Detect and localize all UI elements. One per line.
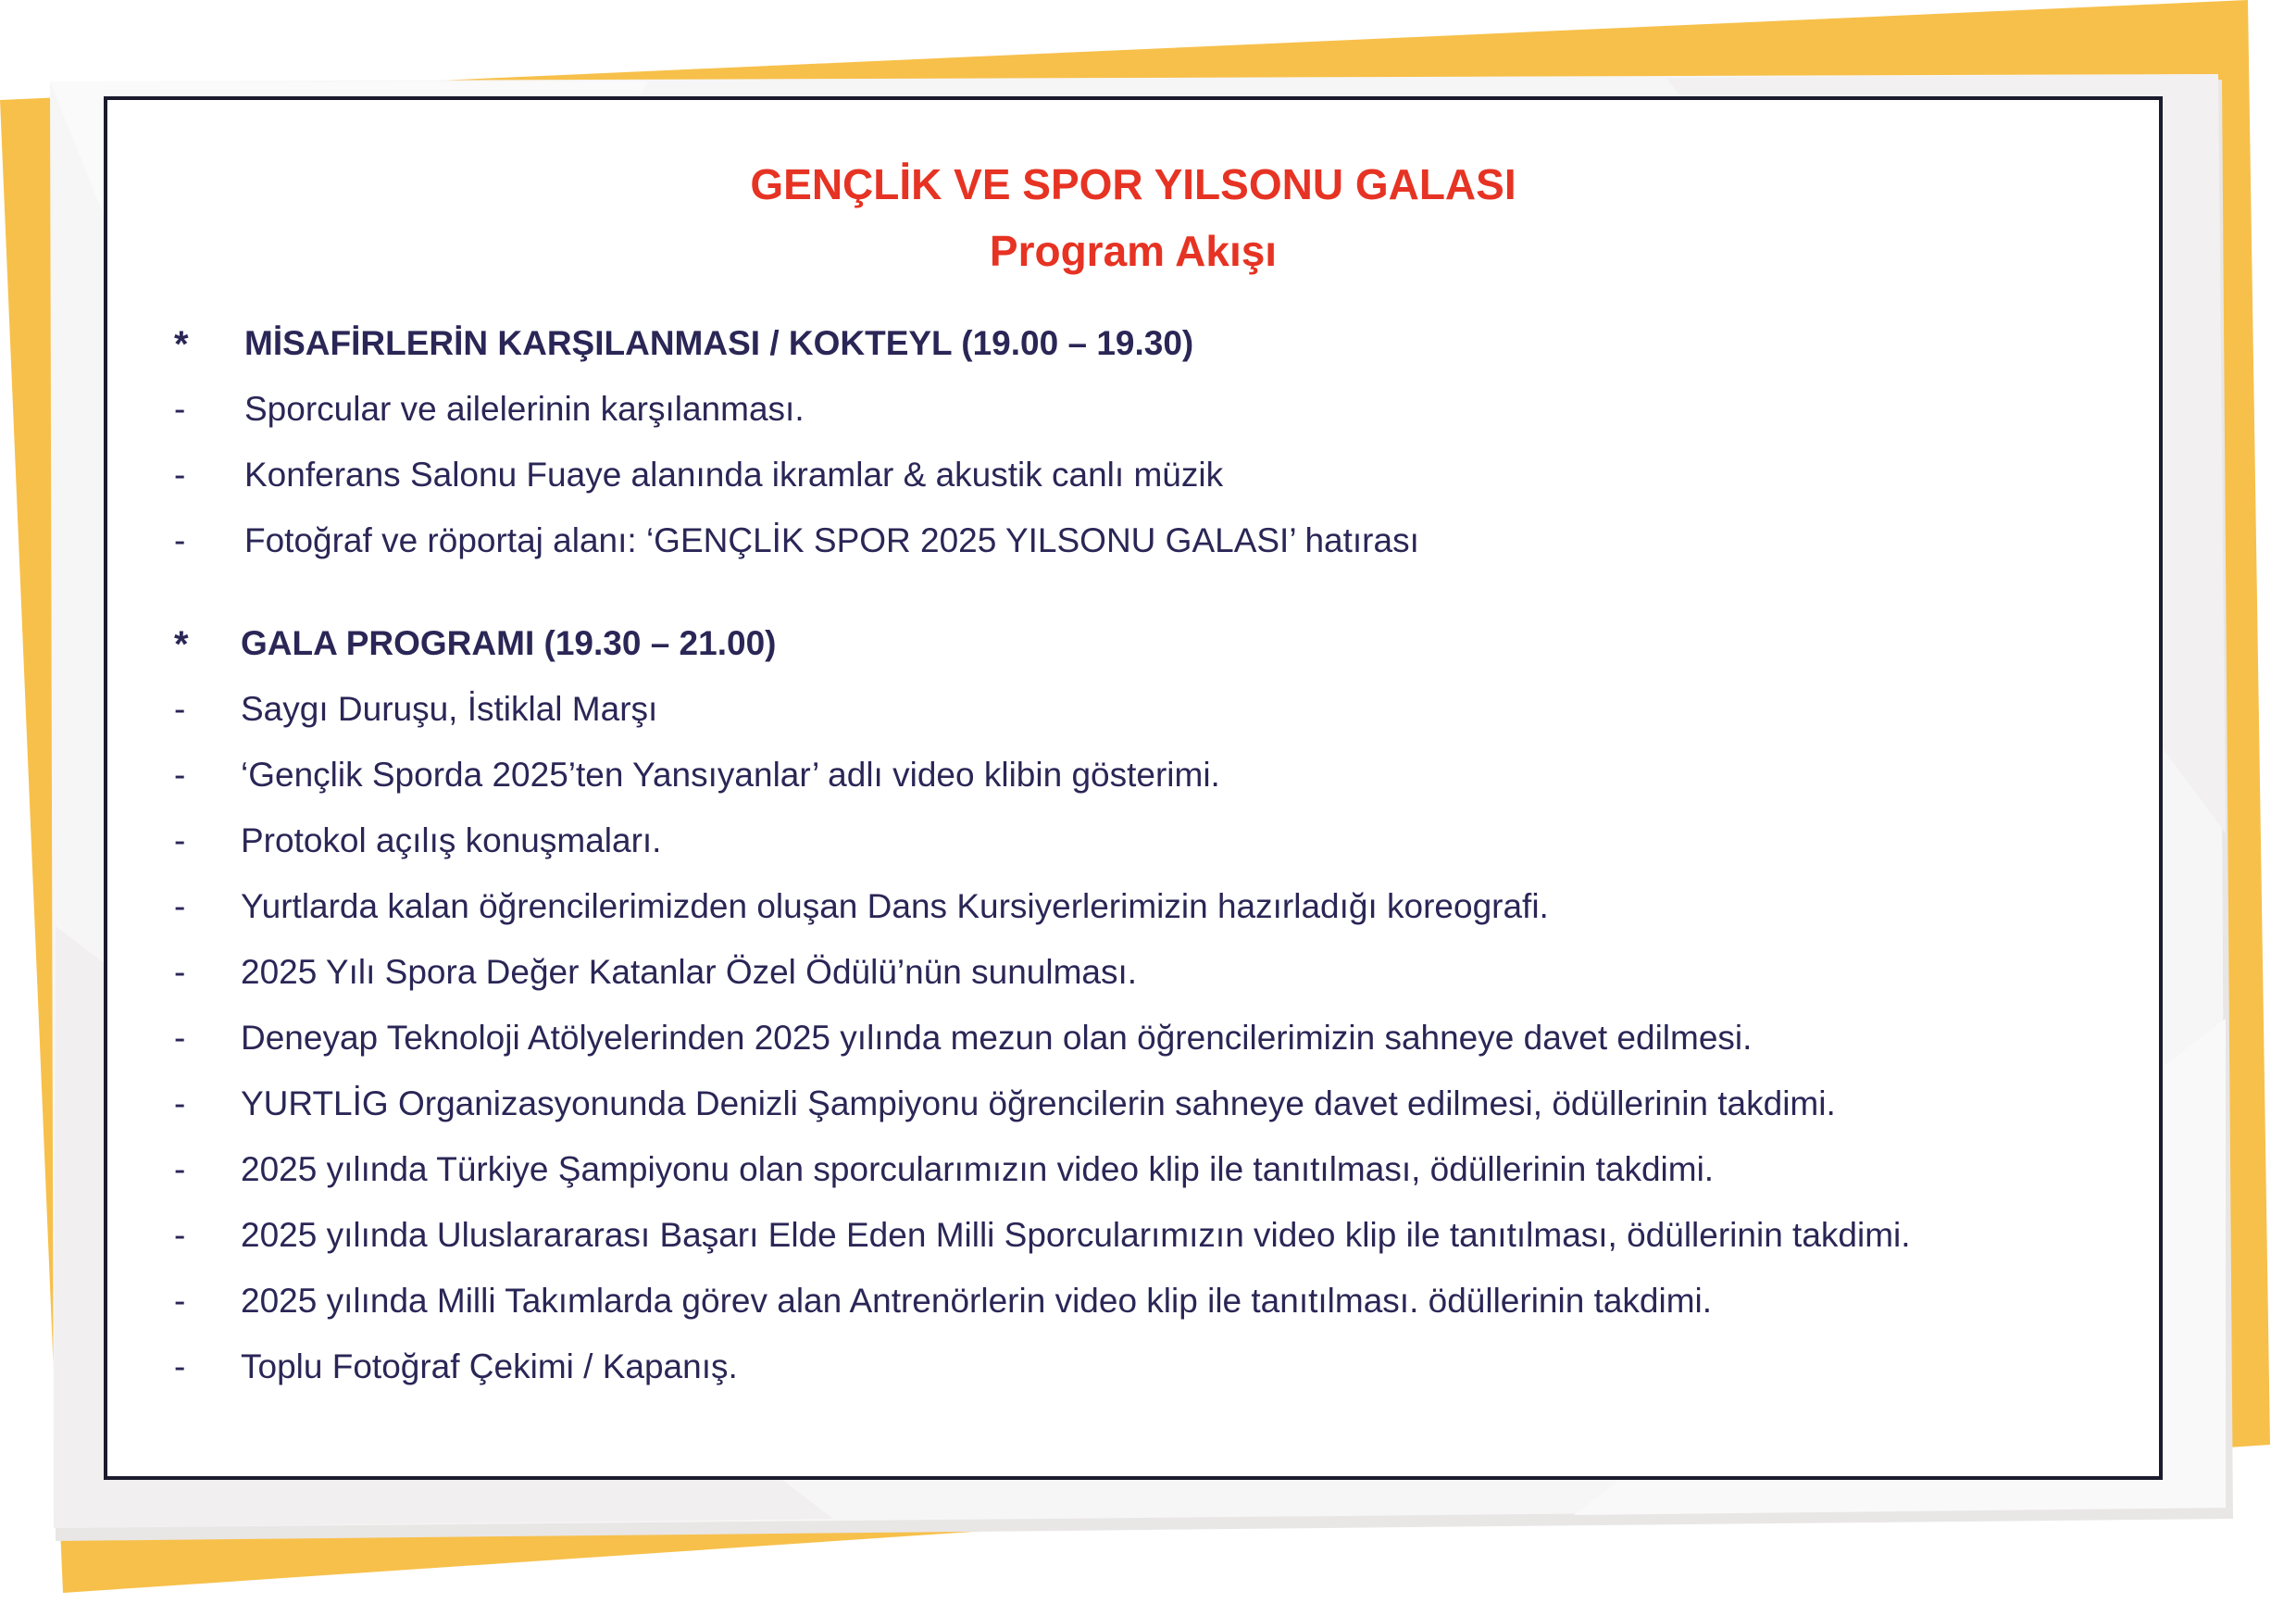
list-item-text: Toplu Fotoğraf Çekimi / Kapanış. (241, 1347, 738, 1385)
page-title: GENÇLİK VE SPOR YILSONU GALASI (750, 160, 1516, 208)
bullet-dash: - (174, 456, 186, 494)
list-item-text: 2025 yılında Milli Takımlarda görev alan Antrenörlerin video klip ile tanıtılması. ödüllerinin takdimi. (241, 1282, 1713, 1320)
list-item-text: Fotoğraf ve röportaj alanı: ‘GENÇLİK SPOR 2025 YILSONU GALASI’ hatırası (244, 521, 1419, 559)
list-item-text: ‘Gençlik Sporda 2025’ten Yansıyanlar’ adlı video klibin gösterimi. (241, 756, 1220, 794)
list-item-text: Yurtlarda kalan öğrencilerimizden oluşan Dans Kursiyerlerimizin hazırladığı koreografi. (241, 887, 1549, 925)
bullet-asterisk: * (174, 624, 189, 665)
bullet-dash: - (174, 521, 186, 559)
bullet-dash: - (174, 821, 186, 859)
bullet-dash: - (174, 953, 186, 991)
list-item-text: 2025 Yılı Spora Değer Katanlar Özel Ödülü’nün sunulması. (241, 953, 1138, 991)
list-item-text: Konferans Salonu Fuaye alanında ikramlar & akustik canlı müzik (244, 456, 1224, 494)
list-item-text: Deneyap Teknoloji Atölyelerinden 2025 yılında mezun olan öğrencilerimizin sahneye davet edilmesi. (241, 1019, 1753, 1057)
list-item-text: 2025 yılında Uluslarararası Başarı Elde Eden Milli Sporcularımızın video klip ile tanıtılması, ödüllerinin takdimi. (241, 1216, 1911, 1254)
list-item-text: Saygı Duruşu, İstiklal Marşı (241, 690, 658, 728)
bullet-dash: - (174, 1216, 186, 1254)
list-item-text: Protokol açılış konuşmaları. (241, 821, 662, 859)
list-item-text: 2025 yılında Türkiye Şampiyonu olan sporcularımızın video klip ile tanıtılması, ödüllerinin takdimi. (241, 1150, 1715, 1188)
bullet-dash: - (174, 1282, 186, 1320)
bullet-dash: - (174, 1084, 186, 1122)
program-card (104, 96, 2163, 1480)
list-item-text: Sporcular ve ailelerinin karşılanması. (244, 390, 805, 428)
section-heading-text: MİSAFİRLERİN KARŞILANMASI / KOKTEYL (19.00 – 19.30) (244, 324, 1194, 362)
bullet-dash: - (174, 390, 186, 428)
bullet-asterisk: * (174, 324, 189, 365)
bullet-dash: - (174, 1150, 186, 1188)
list-item-text: YURTLİG Organizasyonunda Denizli Şampiyonu öğrencilerin sahneye davet edilmesi, ödüllerinin takdimi. (241, 1084, 1836, 1122)
bullet-dash: - (174, 1019, 186, 1057)
bullet-dash: - (174, 690, 186, 728)
section-heading-text: GALA PROGRAMI (19.30 – 21.00) (241, 624, 777, 662)
page-subtitle: Program Akışı (989, 227, 1278, 275)
bullet-dash: - (174, 756, 186, 794)
bullet-dash: - (174, 1347, 186, 1385)
bullet-dash: - (174, 887, 186, 925)
